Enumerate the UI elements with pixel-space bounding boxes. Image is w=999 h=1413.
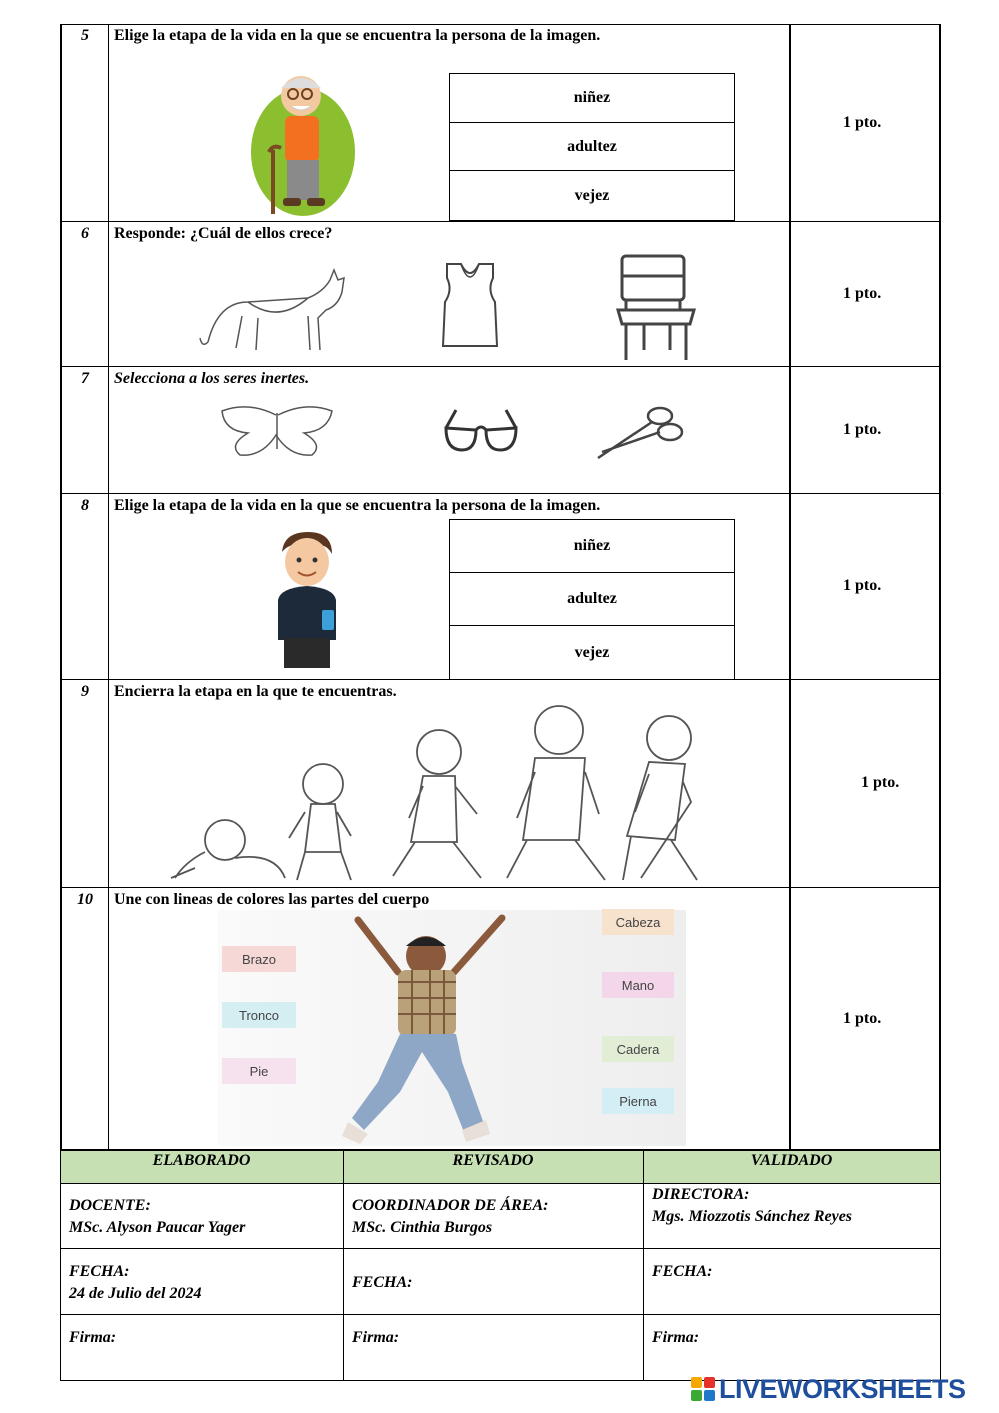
jumping-boy-icon: [338, 912, 518, 1144]
option-adultez[interactable]: adultez: [449, 122, 735, 171]
life-stages-image: [165, 702, 733, 885]
points: 1 pto.: [843, 285, 882, 302]
question-text: Elige la etapa de la vida en la que se encuentra la persona de la imagen.: [114, 27, 601, 44]
scissors-icon[interactable]: [594, 402, 686, 462]
header-elaborado: ELABORADO: [152, 1152, 251, 1169]
stage-child: [289, 764, 351, 880]
points: 1 pto.: [843, 1010, 882, 1027]
fecha-elaborado: FECHA: 24 de Julio del 2024: [69, 1263, 202, 1302]
points: 1 pto.: [843, 577, 882, 594]
question-text: Encierra la etapa en la que te encuentras.: [114, 683, 397, 700]
question-text: Responde: ¿Cuál de ellos crece?: [114, 225, 333, 242]
points: 1 pto.: [843, 421, 882, 438]
points: 1 pto.: [843, 114, 882, 131]
fecha-revisado: FECHA:: [352, 1274, 413, 1291]
question-text: Elige la etapa de la vida en la que se encuentra la persona de la imagen.: [114, 497, 601, 514]
firma-validado: Firma:: [652, 1329, 700, 1346]
points: 1 pto.: [861, 774, 900, 791]
role-coordinador: COORDINADOR DE ÁREA: MSc. Cinthia Burgos: [352, 1197, 549, 1236]
brand-name: LIVEWORKSHEETS: [719, 1373, 966, 1404]
firma-revisado: Firma:: [352, 1329, 400, 1346]
stage-baby: [171, 820, 285, 878]
header-validado: VALIDADO: [750, 1152, 833, 1169]
option-ninez[interactable]: niñez: [449, 519, 735, 573]
question-number: 6: [81, 225, 89, 242]
header-revisado: REVISADO: [452, 1152, 534, 1169]
liveworksheets-icon: [690, 1376, 716, 1402]
label-cadera[interactable]: Cadera: [602, 1036, 674, 1062]
label-tronco[interactable]: Tronco: [222, 1002, 296, 1028]
question-text: Selecciona a los seres inertes.: [114, 370, 310, 387]
role-directora: DIRECTORA: Mgs. Miozzotis Sánchez Reyes: [652, 1186, 853, 1225]
chair-icon[interactable]: [614, 252, 699, 364]
vest-icon[interactable]: [435, 260, 505, 352]
label-pierna[interactable]: Pierna: [602, 1088, 674, 1114]
question-number: 9: [81, 683, 89, 700]
question-number: 5: [81, 27, 89, 44]
fecha-validado: FECHA:: [652, 1263, 713, 1280]
stage-adult: [507, 706, 605, 880]
label-mano[interactable]: Mano: [602, 972, 674, 998]
cat-icon[interactable]: [198, 262, 348, 357]
glasses-icon[interactable]: [442, 404, 520, 456]
question-text: Une con lineas de colores las partes del cuerpo: [114, 891, 430, 908]
stage-teen: [393, 730, 481, 878]
stage-elder: [623, 716, 697, 880]
label-cabeza[interactable]: Cabeza: [602, 909, 674, 935]
role-docente: DOCENTE: MSc. Alyson Paucar Yager: [69, 1197, 246, 1236]
butterfly-icon[interactable]: [218, 405, 336, 459]
firma-elaborado: Firma:: [69, 1329, 117, 1346]
question-number: 7: [81, 370, 89, 387]
option-adultez[interactable]: adultez: [449, 572, 735, 626]
option-vejez[interactable]: vejez: [449, 625, 735, 680]
question-number: 8: [81, 497, 89, 514]
option-vejez[interactable]: vejez: [449, 170, 735, 221]
question-number: 10: [77, 891, 93, 908]
old-man-icon: [245, 70, 360, 218]
label-pie[interactable]: Pie: [222, 1058, 296, 1084]
option-ninez[interactable]: niñez: [449, 73, 735, 123]
liveworksheets-logo: [690, 1374, 966, 1404]
young-man-icon: [270, 530, 345, 670]
label-brazo[interactable]: Brazo: [222, 946, 296, 972]
